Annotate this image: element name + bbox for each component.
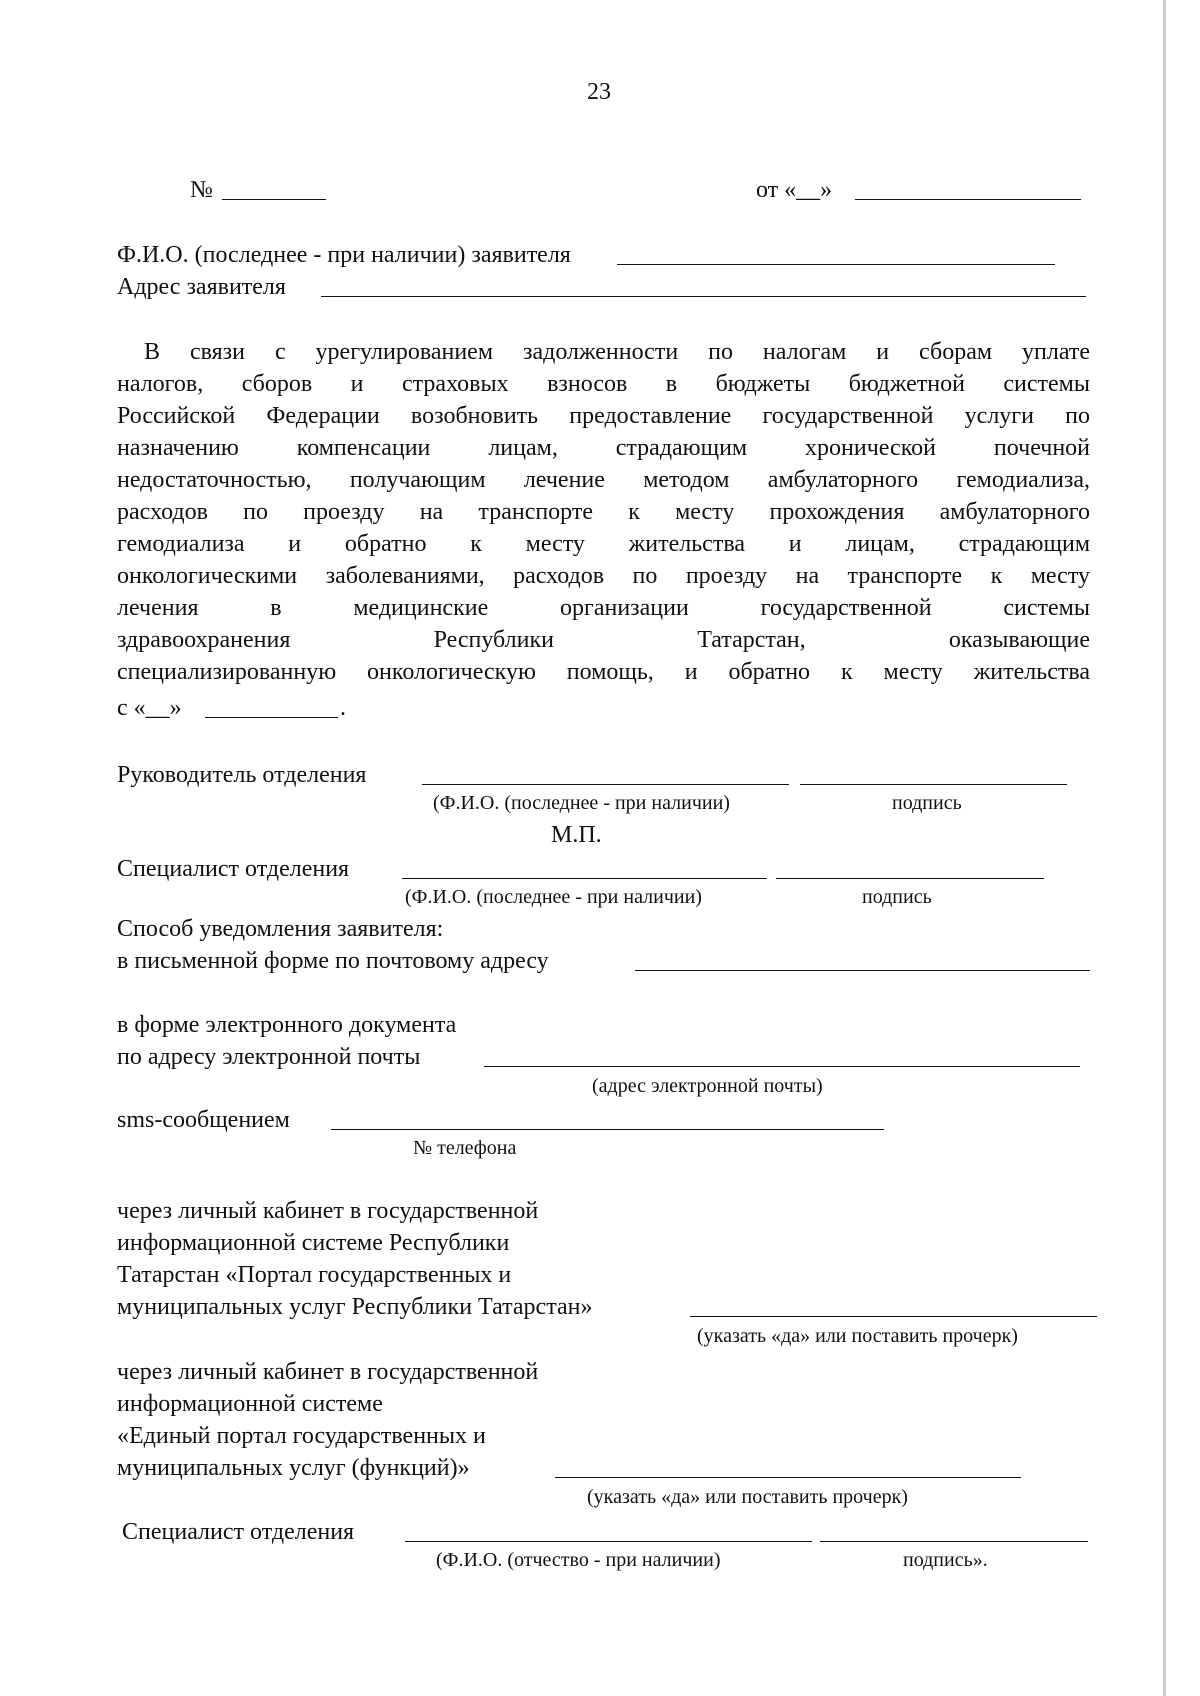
head-fio-caption: (Ф.И.О. (последнее - при наличии) <box>433 792 730 814</box>
rt-portal-label-line: муниципальных услуг Республики Татарстан» <box>117 1294 593 1320</box>
head-label: Руководитель отделения <box>117 762 367 788</box>
head-sign-field[interactable] <box>800 784 1067 785</box>
phone-caption: № телефона <box>413 1137 517 1159</box>
head-fio-field[interactable] <box>422 784 789 785</box>
date-label: от «__» <box>756 177 833 203</box>
applicant-fio-field[interactable] <box>617 264 1055 265</box>
specialist-1-label: Специалист отделения <box>117 856 350 882</box>
rt-portal-caption: (указать «да» или поставить прочерк) <box>697 1325 1018 1347</box>
applicant-address-field[interactable] <box>321 296 1086 297</box>
specialist-2-fio-caption: (Ф.И.О. (отчество - при наличии) <box>436 1549 721 1571</box>
applicant-fio-label: Ф.И.О. (последнее - при наличии) заявителя <box>117 242 571 268</box>
date-field[interactable] <box>855 199 1081 200</box>
epgu-label-line: муниципальных услуг (функций)» <box>117 1455 470 1481</box>
paragraph-line: лечения в медицинские организации государственной системы <box>117 595 1090 621</box>
paragraph-line: специализированную онкологическую помощь, и обратно к месту жительства <box>117 659 1090 685</box>
paragraph-line: гемодиализа и обратно к месту жительства и лицам, страдающим <box>117 531 1090 557</box>
page-number: 23 <box>587 79 611 105</box>
postal-option-label: в письменной форме по почтовому адресу <box>117 948 549 974</box>
notification-title: Способ уведомления заявителя: <box>117 916 444 942</box>
head-sign-caption: подпись <box>892 792 962 814</box>
specialist-2-label: Специалист отделения <box>122 1519 355 1545</box>
paragraph-line: налогов, сборов и страховых взносов в бюджеты бюджетной системы <box>117 371 1090 397</box>
email-field[interactable] <box>484 1066 1080 1067</box>
specialist-2-sign-field[interactable] <box>820 1541 1088 1542</box>
number-label: № <box>190 177 213 203</box>
email-caption: (адрес электронной почты) <box>592 1075 823 1097</box>
specialist-2-fio-field[interactable] <box>405 1541 812 1542</box>
paragraph-line: недостаточностью, получающим лечение методом амбулаторного гемодиализа, <box>117 467 1090 493</box>
epgu-label-line: «Единый портал государственных и <box>117 1423 486 1449</box>
stamp-mark: М.П. <box>551 822 602 848</box>
paragraph-line: онкологическими заболеваниями, расходов по проезду на транспорте к месту <box>117 563 1090 589</box>
rt-portal-field[interactable] <box>690 1316 1097 1317</box>
number-field[interactable] <box>222 199 326 200</box>
epgu-label-line: информационной системе <box>117 1391 383 1417</box>
electronic-option-label-1: в форме электронного документа <box>117 1012 457 1038</box>
paragraph-line: расходов по проезду на транспорте к месту прохождения амбулаторного <box>117 499 1090 525</box>
rt-portal-label-line: Татарстан «Портал государственных и <box>117 1262 512 1288</box>
postal-address-field[interactable] <box>635 970 1090 971</box>
sms-option-label: sms-сообщением <box>117 1107 290 1133</box>
applicant-address-label: Адрес заявителя <box>117 274 286 300</box>
resume-date-suffix: . <box>340 695 346 721</box>
phone-field[interactable] <box>331 1129 884 1130</box>
paragraph-line: здравоохранения Республики Татарстан, оказывающие <box>117 627 1090 653</box>
rt-portal-label-line: через личный кабинет в государственной <box>117 1198 539 1224</box>
request-paragraph <box>117 336 1090 688</box>
specialist-1-fio-caption: (Ф.И.О. (последнее - при наличии) <box>405 886 702 908</box>
scan-edge-line <box>1163 0 1166 1696</box>
paragraph-line: Российской Федерации возобновить предоставление государственной услуги по <box>117 403 1090 429</box>
specialist-1-sign-field[interactable] <box>776 878 1044 879</box>
specialist-1-sign-caption: подпись <box>862 886 932 908</box>
paragraph-line: В связи с урегулированием задолженности по налогам и сборам уплате <box>144 339 1090 365</box>
resume-date-prefix: с «__» <box>117 695 182 721</box>
electronic-option-label-2: по адресу электронной почты <box>117 1044 421 1070</box>
epgu-field[interactable] <box>555 1477 1021 1478</box>
resume-date-field[interactable] <box>205 717 338 718</box>
rt-portal-label-line: информационной системе Республики <box>117 1230 510 1256</box>
specialist-1-fio-field[interactable] <box>402 878 767 879</box>
epgu-caption: (указать «да» или поставить прочерк) <box>587 1486 908 1508</box>
specialist-2-sign-caption: подпись». <box>903 1549 988 1571</box>
epgu-label-line: через личный кабинет в государственной <box>117 1359 539 1385</box>
paragraph-line: назначению компенсации лицам, страдающим хронической почечной <box>117 435 1090 461</box>
